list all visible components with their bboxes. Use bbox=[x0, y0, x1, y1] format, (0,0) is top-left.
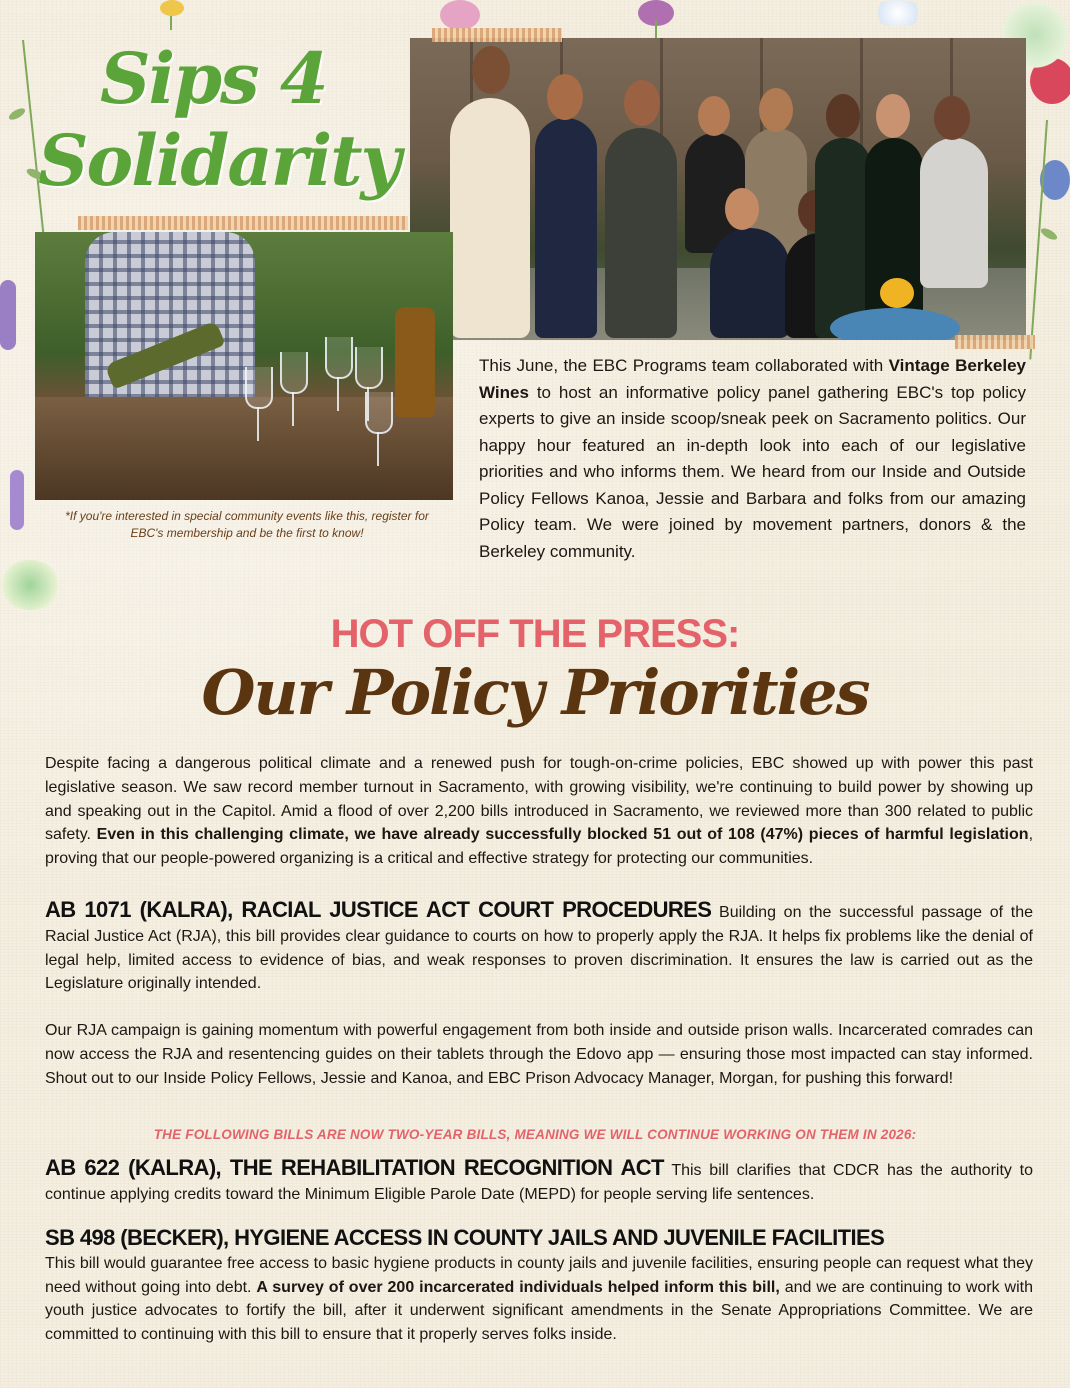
survey-highlight: A survey of over 200 incarcerated individuals helped inform this bill, bbox=[256, 1278, 780, 1296]
bill-sb498: SB 498 (BECKER), HYGIENE ACCESS IN COUNTY JAILS AND JUVENILE FACILITIES This bill would guarantee free access to basic hygiene products in county jails and juvenile facilities, ensuring people can request what they need without going into debt. A survey of over 200 incarcerated individuals helped inform this bill, and we are continuing to work with youth justice advocates to fortify the bill, after it underwent significant amendments in the Senate Appropriations Committee. We are committed to continuing with this bill to ensure that it properly serves folks inside. bbox=[45, 1225, 1034, 1344]
bill-heading: SB 498 (BECKER), HYGIENE ACCESS IN COUNTY JAILS AND JUVENILE FACILITIES bbox=[45, 1225, 885, 1250]
event-description: This June, the EBC Programs team collaborated with Vintage Berkeley Wines to host an informative policy panel gathering EBC's top policy experts to give an inside scoop/sneak peek on Sacramento politics. Our happy hour featured an in-depth look into each of our legislative priorities and who informs them. We heard from our Inside and Outside Policy Fellows Kanoa, Jessie and Barbara and folks from our amazing Policy team. We were joined by movement partners, donors & the Berkeley community. bbox=[479, 356, 1026, 561]
bill-ab1071: AB 1071 (KALRA), RACIAL JUSTICE ACT COURT PROCEDURES Building on the successful passage of the Racial Justice Act (RJA), this bill provides clear guidance to courts on how to properly apply the RJA. It helps fix problems like the denial of legal help, limited access to evidence of bias, and weak responses to proven discrimination. It ensures the law is carried out as the Legislature originally intended. bbox=[45, 897, 1034, 993]
photo-tape bbox=[955, 335, 1035, 349]
overview-highlight: Even in this challenging climate, we have already successfully blocked 51 out of 108 (47%) pieces of harmful legislation bbox=[96, 826, 1029, 844]
group-photo bbox=[410, 38, 1026, 340]
section-title: Our Policy Priorities bbox=[201, 656, 869, 729]
policy-overview: Despite facing a dangerous political climate and a renewed push for tough-on-crime policies, EBC showed up with power this past legislative season. We saw record member turnout in Sacramento, with growing visibility, we're continuing to build power by showing up and speaking out in the Capitol. Amid a flood of over 2,200 bills introduced in Sacramento, we reviewed more than 300 related to public safety. Even in this challenging climate, we have already successfully blocked 51 out of 108 (47%) pieces of harmful legislation, proving that our people-powered organizing is a critical and effective strategy for protecting our communities. bbox=[45, 755, 1034, 868]
bill-heading: AB 622 (KALRA), THE REHABILITATION RECOGNITION ACT bbox=[45, 1155, 664, 1180]
wine-pour-photo bbox=[35, 232, 453, 500]
partner-name: Vintage Berkeley Wines bbox=[479, 356, 1026, 402]
rja-campaign-update: Our RJA campaign is gaining momentum with powerful engagement from both inside and outside prison walls. Incarcerated comrades can now access the RJA and resentencing guides on their tablets through the Edovo app — ensuring those most impacted can stay informed. Shout out to our Inside Policy Fellows, Jessie and Kanoa, and EBC Prison Advocacy Manager, Morgan, for pushing this forward! bbox=[45, 1022, 1033, 1087]
event-title-line1: Sips 4 bbox=[100, 37, 327, 120]
bill-heading: AB 1071 (KALRA), RACIAL JUSTICE ACT COURT PROCEDURES bbox=[45, 897, 712, 922]
event-title-line2: Solidarity bbox=[38, 119, 400, 202]
photo-tape bbox=[78, 216, 408, 230]
bill-ab622: AB 622 (KALRA), THE REHABILITATION RECOGNITION ACT This bill clarifies that CDCR has the authority to continue applying credits toward the Minimum Eligible Parole Date (MEPD) for people serving life sentences. bbox=[45, 1155, 1033, 1203]
membership-note: *If you're interested in special community events like this, register for EBC's membership and be the first to know! bbox=[65, 509, 429, 540]
two-year-bills-note: THE FOLLOWING BILLS ARE NOW TWO-YEAR BILLS, MEANING WE WILL CONTINUE WORKING ON THEM IN 2026: bbox=[153, 1127, 917, 1142]
photo-tape bbox=[432, 28, 562, 42]
section-kicker: HOT OFF THE PRESS: bbox=[330, 612, 740, 656]
